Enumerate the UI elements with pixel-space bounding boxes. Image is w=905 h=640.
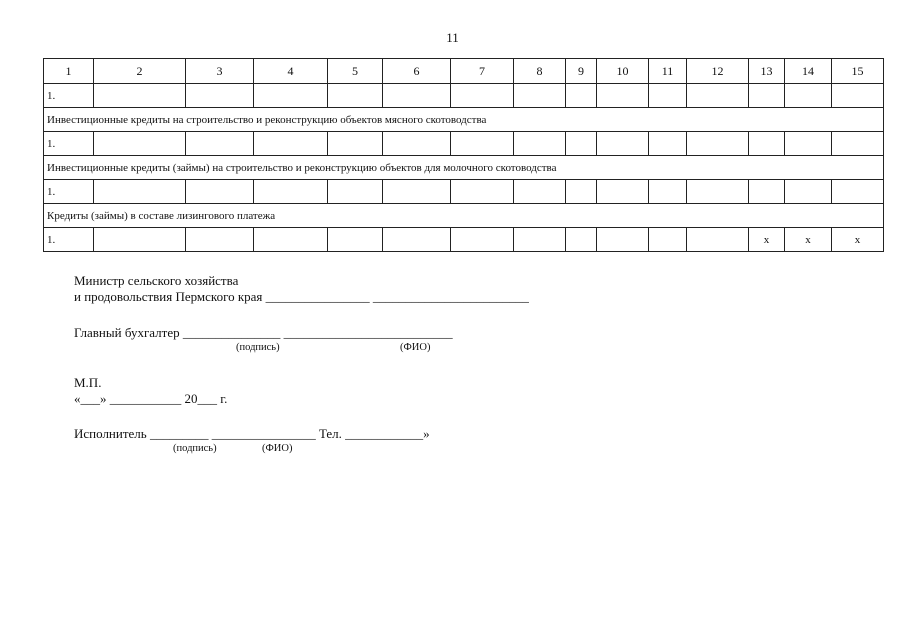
executor-name-caption: (ФИО) (262, 443, 293, 454)
table-cell (649, 180, 687, 204)
executor-sign-caption: (подпись) (173, 443, 217, 454)
table-cell: 1. (44, 180, 94, 204)
table-cell (785, 180, 832, 204)
column-header: 10 (597, 59, 649, 84)
table-cell (186, 132, 254, 156)
table-cell (749, 180, 785, 204)
date-line: «___» ___________ 20___ г. (74, 391, 228, 406)
table-cell: x (785, 228, 832, 252)
table-cell (687, 228, 749, 252)
table-cell (451, 228, 514, 252)
column-header: 14 (785, 59, 832, 84)
table-cell (687, 132, 749, 156)
section-title: Инвестиционные кредиты на строительство и реконструкцию объектов мясного скотоводства (44, 108, 884, 132)
table-cell (254, 180, 328, 204)
table-cell (94, 180, 186, 204)
column-header: 4 (254, 59, 328, 84)
table-cell (451, 84, 514, 108)
table-cell (94, 132, 186, 156)
page-number: 11 (446, 30, 459, 45)
table-cell (785, 132, 832, 156)
table-cell (597, 84, 649, 108)
table-cell (566, 228, 597, 252)
table-cell (94, 84, 186, 108)
table-cell (328, 228, 383, 252)
executor-line: Исполнитель _________ ________________ Тел. ____________» (74, 426, 430, 441)
table-cell: 1. (44, 228, 94, 252)
table-cell (566, 84, 597, 108)
minister-title-line1: Министр сельского хозяйства (74, 273, 239, 288)
section-row (44, 108, 884, 132)
table-header-row (44, 59, 884, 84)
table-cell (687, 180, 749, 204)
table-cell: 1. (44, 84, 94, 108)
table-cell (566, 132, 597, 156)
table-cell (451, 180, 514, 204)
column-header: 13 (749, 59, 785, 84)
table-cell (649, 84, 687, 108)
table-cell (451, 132, 514, 156)
table-cell (186, 84, 254, 108)
table-cell (328, 180, 383, 204)
table-cell (514, 180, 566, 204)
table-cell (514, 84, 566, 108)
table-row (44, 180, 884, 204)
table-cell (254, 228, 328, 252)
table-row (44, 228, 884, 252)
table-row (44, 84, 884, 108)
section-row (44, 204, 884, 228)
table-cell (597, 180, 649, 204)
table-cell (566, 180, 597, 204)
table-cell (514, 228, 566, 252)
report-table (43, 58, 884, 252)
column-header: 15 (832, 59, 884, 84)
table-cell (186, 180, 254, 204)
table-cell (649, 132, 687, 156)
table-cell (749, 84, 785, 108)
table-cell (254, 84, 328, 108)
table-cell (186, 228, 254, 252)
column-header: 12 (687, 59, 749, 84)
table-cell (687, 84, 749, 108)
table-cell (328, 132, 383, 156)
section-title: Кредиты (займы) в составе лизингового платежа (44, 204, 884, 228)
table-cell (597, 228, 649, 252)
table-cell: x (749, 228, 785, 252)
table-cell (832, 180, 884, 204)
column-header: 3 (186, 59, 254, 84)
table-cell (649, 228, 687, 252)
section-title: Инвестиционные кредиты (займы) на строительство и реконструкцию объектов для молочного скотоводства (44, 156, 884, 180)
table-cell: 1. (44, 132, 94, 156)
seal-label: М.П. (74, 375, 102, 390)
accountant-line: Главный бухгалтер _______________ __________________________ (74, 325, 453, 340)
table-cell (785, 84, 832, 108)
table-cell (383, 132, 451, 156)
column-header: 9 (566, 59, 597, 84)
table-cell (383, 84, 451, 108)
table-cell (328, 84, 383, 108)
table-cell (514, 132, 566, 156)
table-cell (832, 84, 884, 108)
section-row (44, 156, 884, 180)
table-cell (749, 132, 785, 156)
table-cell (383, 228, 451, 252)
column-header: 2 (94, 59, 186, 84)
column-header: 1 (44, 59, 94, 84)
column-header: 5 (328, 59, 383, 84)
accountant-name-caption: (ФИО) (400, 342, 431, 353)
table-cell (94, 228, 186, 252)
table-cell (832, 132, 884, 156)
column-header: 8 (514, 59, 566, 84)
table-row (44, 132, 884, 156)
table-cell (383, 180, 451, 204)
accountant-sign-caption: (подпись) (236, 342, 280, 353)
table-cell (597, 132, 649, 156)
column-header: 11 (649, 59, 687, 84)
table-cell: x (832, 228, 884, 252)
column-header: 6 (383, 59, 451, 84)
minister-title-line2: и продовольствия Пермского края ________________ ________________________ (74, 289, 529, 304)
column-header: 7 (451, 59, 514, 84)
table-cell (254, 132, 328, 156)
